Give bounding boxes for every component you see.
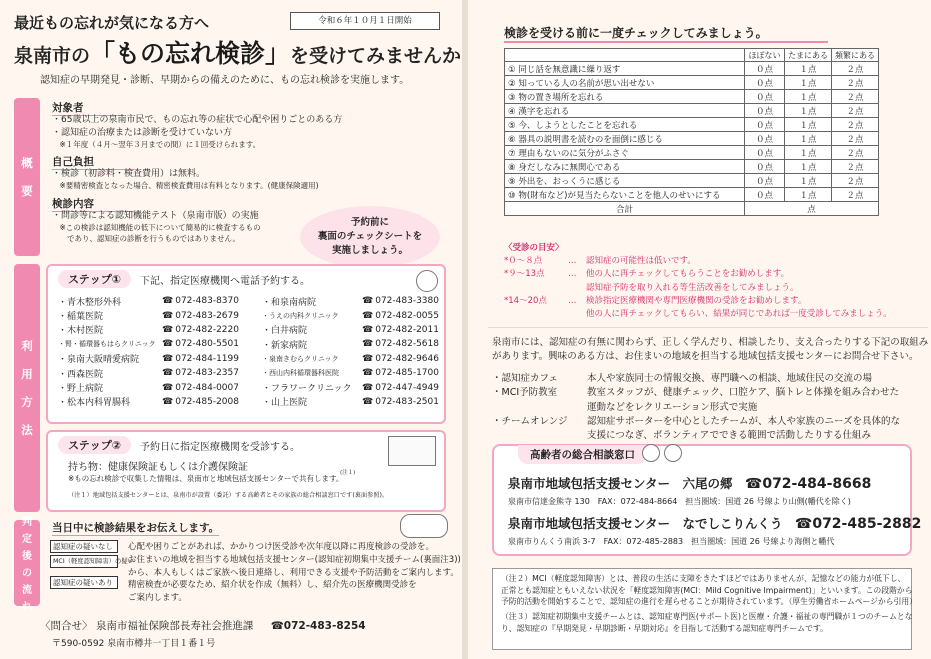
result-label-mci: MCI（軽度認知障害）の疑い — [50, 555, 118, 568]
footnotes — [492, 568, 917, 650]
phone-icon: ☎ — [162, 353, 174, 364]
guidance-heading: 〈受診の目安〉 — [504, 243, 564, 253]
result-text-line: 精密検査が必要なため、紹介状を作成（無料）し、紹介先の医療機関受診を — [128, 580, 417, 591]
clinic-row — [58, 366, 443, 380]
center1 — [508, 474, 871, 492]
checklist-row — [505, 188, 879, 202]
program-name: ・MCI予防教室 — [492, 387, 558, 399]
contact-line — [40, 618, 366, 633]
clinic-phone-number: 072-483-2357 — [175, 368, 239, 379]
score-cell[interactable]: １点 — [785, 62, 832, 76]
center1-address: 泉南市信達金熊寺 130 FAX：072-484-8664 担当圏域：国道 26 号線より山側(幡代を除く) — [508, 497, 851, 506]
clinic-row — [58, 352, 443, 366]
checklist-row — [505, 132, 879, 146]
phone-icon: ☎ — [162, 339, 174, 350]
result-text-line: ご案内します。 — [128, 593, 187, 603]
guidance-arrow: … — [568, 269, 577, 280]
doctor-patient-illustration-icon — [400, 514, 448, 538]
checklist-row — [505, 104, 879, 118]
tab-char: 流 — [22, 585, 32, 596]
bubble-line: 予約前に — [350, 217, 389, 228]
clinic-phone[interactable] — [162, 294, 262, 308]
guidance-row — [504, 282, 892, 295]
guidance-text: 認知症予防を取り入れる等生活改善をしてみましょう。 — [586, 282, 799, 293]
phone-icon: ☎ — [162, 296, 174, 307]
checklist-row — [505, 174, 879, 188]
clinic-phone-number: 072-483-2679 — [175, 310, 239, 321]
clinic-name — [58, 366, 162, 380]
program-row — [492, 372, 900, 386]
clinic-name-text: ・青木整形外科 — [58, 297, 122, 308]
intro-text — [492, 336, 928, 365]
belongings: 持ち物：健康保険証もしくは介護保険証 — [68, 462, 248, 473]
guidance-range — [504, 308, 568, 321]
clinic-phone[interactable] — [362, 352, 443, 366]
clinic-phone[interactable] — [162, 337, 262, 351]
score-cell[interactable]: ０点 — [745, 118, 785, 132]
clinic-phone[interactable] — [362, 395, 443, 409]
score-cell[interactable]: ０点 — [745, 104, 785, 118]
clinic-phone-number: 072-482-5618 — [375, 339, 439, 350]
tab-char: 定 — [22, 534, 32, 545]
tab-char: の — [22, 568, 32, 579]
guidance-range: *９～13点 — [504, 269, 545, 280]
side-tab-overview — [14, 98, 40, 256]
clinic-phone-number: 072-482-9646 — [375, 353, 439, 364]
program-name: ・認知症カフェ — [492, 373, 559, 384]
clinic-phone-number: 072-482-2011 — [375, 324, 439, 335]
clinic-name — [58, 308, 162, 322]
result-text-line: 心配や困りごとがあれば、かかりつけ医受診や次年度以降に再度検診の受診を。 — [128, 542, 435, 552]
step2-label: ステップ② — [58, 436, 131, 454]
phone-icon: ☎ — [362, 382, 374, 393]
guidance-arrow — [568, 308, 586, 321]
target-line: ・認知症の治療または診断を受けていない方 — [52, 128, 233, 138]
after-heading: 当日中に検診結果をお伝えします。 — [52, 522, 220, 534]
phone-icon: ☎ — [362, 396, 374, 407]
clinic-phone[interactable] — [362, 308, 443, 322]
footnote-line: （注２）MCI（軽度認知障害）とは、普段の生活に支障をきたすほどではありませんが、記憶などの能力が低下し、 — [501, 574, 906, 583]
clinic-name — [58, 395, 162, 409]
result-text-line: お住まいの地域を担当する地域包括支援センター(認知症初期集中支援チーム(裏面注3)) — [128, 554, 461, 565]
title-part-3: を受けてみませんか — [290, 45, 462, 67]
guidance-text: 他の人に再チェックしてもらい、結果が同じであれば一度受診してみましょう。 — [586, 308, 892, 319]
guidance-row — [504, 295, 892, 308]
footnote-line: り、認知症の『早期発見・早期診断・早期対応』を目指して活動する認知症専門チームです。 — [501, 623, 828, 633]
score-cell[interactable]: ２点 — [832, 90, 879, 104]
guidance-text: 他の人に再チェックしてもらうことをお勧めします。 — [586, 269, 790, 280]
clinic-name-text: ・泉南大阪晴愛病院 — [58, 355, 140, 366]
program-row — [492, 401, 900, 415]
clinic-name — [262, 308, 362, 322]
header-lead: 最近もの忘れが気になる方へ — [14, 14, 210, 32]
result-explanations — [128, 541, 461, 605]
checklist-item: ⑩ 物(財布など)が見当たらないことを他人のせいにする — [505, 188, 745, 202]
phone-icon: ☎ — [162, 396, 174, 407]
score-cell[interactable]: １点 — [785, 118, 832, 132]
clinic-name-text: ・野上病院 — [58, 384, 104, 395]
checklist-item: ⑧ 身だしなみに無関心である — [505, 160, 745, 174]
score-cell[interactable]: ２点 — [832, 62, 879, 76]
score-cell[interactable]: １点 — [785, 188, 832, 202]
phone-icon: ☎ — [362, 353, 374, 364]
program-name — [492, 429, 587, 443]
clinic-name — [262, 380, 362, 394]
clinic-phone[interactable] — [362, 294, 443, 308]
program-list — [492, 372, 900, 443]
program-row — [492, 429, 900, 443]
clinic-name — [262, 352, 362, 366]
hospital-illustration-icon — [388, 436, 436, 466]
checklist-title: 検診を受ける前に一度チェックしてみましょう。 — [504, 24, 828, 43]
score-cell[interactable]: ２点 — [832, 188, 879, 202]
program-description: 支援につなぎ、ボランティアでできる範囲で活動したりする仕組み — [587, 430, 871, 441]
footnote-line: 正常とも認知症ともいえない状況を「軽度認知障害(MCI：Mild Cognitive Impairment)」といいます。この段階から — [501, 585, 913, 595]
center2-phone[interactable] — [795, 516, 922, 532]
clinic-name — [262, 395, 362, 409]
checklist-total-row — [505, 202, 879, 216]
clinic-name-text: ・和泉南病院 — [262, 297, 317, 308]
contact-address: 〒590-0592 泉南市樽井一丁目１番１号 — [52, 639, 216, 649]
title-part-1: 泉南市の — [14, 45, 91, 67]
intro-line: 泉南市には、認知症の有無に関わらず、正しく学んだり、相談したり、支え合ったりする下記の取組み — [492, 337, 929, 348]
clinic-phone-number: 072-484-0007 — [175, 382, 239, 393]
clinic-phone[interactable] — [162, 380, 262, 394]
self-checklist-table — [504, 48, 879, 216]
back-page — [468, 0, 931, 659]
phone-icon: ☎ — [162, 382, 174, 393]
phone-icon: ☎ — [362, 296, 374, 307]
clinic-phone-number: 072-483-2501 — [375, 396, 439, 407]
tab-char: 法 — [21, 423, 33, 437]
clinic-name — [262, 366, 362, 380]
score-cell[interactable]: １点 — [785, 160, 832, 174]
footnote-line: 予防的活動を開始することで、認知症の進行を遅らせることが期待されています。（厚生労働省ホームページから引用） — [501, 597, 917, 607]
intro-line: があります。興味のある方は、お住まいの地域を担当する地域包括支援センターにお問合せ下さい。 — [492, 351, 919, 363]
consultation-heading: 高齢者の総合相談窓口 — [518, 445, 647, 464]
tab-char: 利 — [21, 339, 33, 353]
center1-name: 泉南市地域包括支援センター 六尾の郷 — [508, 476, 733, 491]
program-row — [492, 386, 900, 400]
clinic-name-text: ・フラワークリニック — [262, 384, 352, 395]
guidance-text: 検診指定医療機関や専門医療機関の受診をお勧めします。 — [586, 295, 807, 306]
clinic-phone-number: 072-482-0055 — [375, 310, 439, 321]
score-cell[interactable]: １点 — [785, 146, 832, 160]
contact-phone-number: 072-483-8254 — [283, 620, 366, 632]
tab-char: 方 — [21, 395, 33, 409]
clinic-name — [262, 294, 362, 308]
score-cell[interactable]: ０点 — [745, 188, 785, 202]
step1-description: 下記、指定医療機関へ電話予約する。 — [140, 276, 310, 287]
clinic-phone-number: 072-485-1700 — [375, 368, 439, 379]
content-heading: 検診内容 — [52, 196, 134, 212]
program-description: 教室スタッフが、健康チェック、口腔ケア、脳トレと体操を組み合わせた — [587, 387, 900, 399]
score-cell[interactable]: ２点 — [832, 104, 879, 118]
result-label-none: 認知症の疑いなし — [50, 540, 118, 553]
clinic-name — [58, 352, 162, 366]
clinic-row — [58, 380, 443, 394]
guidance-arrow — [568, 282, 586, 295]
step1-label: ステップ① — [58, 270, 131, 288]
bubble-line: 実施しましょう。 — [331, 244, 408, 256]
phone-icon: ☎ — [362, 339, 374, 350]
score-cell[interactable]: ０点 — [745, 90, 785, 104]
bubble-line: 裏面のチェックシートを — [317, 230, 423, 242]
note-mark: (注１) — [340, 470, 356, 476]
content-line: ・問診等による認知機能テスト（泉南市版）の実施 — [52, 211, 259, 221]
checklist-row — [505, 118, 879, 132]
checklist-row — [505, 146, 879, 160]
clinic-phone-number: 072-480-5501 — [175, 339, 239, 350]
checklist-row — [505, 76, 879, 90]
score-cell[interactable]: ２点 — [832, 132, 879, 146]
guidance-block — [504, 242, 892, 321]
cost-heading: 自己負担 — [52, 154, 134, 170]
tab-char: 概 — [21, 156, 33, 170]
clinic-name — [262, 323, 362, 337]
checklist-column-header: たまにある — [785, 49, 832, 62]
guidance-row — [504, 255, 892, 268]
clinic-name-text: ・西森医院 — [58, 369, 104, 380]
clinic-phone[interactable] — [362, 337, 443, 351]
clinic-name — [58, 337, 162, 351]
guidance-range: *０～８点 — [504, 256, 543, 267]
tab-char: 後 — [22, 551, 32, 562]
checklist-item: ⑨ 外出を、おっくうに感じる — [505, 174, 745, 188]
step2-description: 予約日に指定医療機関を受診する。 — [140, 442, 300, 453]
checklist-item: ④ 漢字を忘れる — [505, 104, 745, 118]
phone-icon: ☎ — [270, 620, 284, 632]
phone-icon: ☎ — [162, 310, 174, 321]
score-cell[interactable]: ２点 — [832, 174, 879, 188]
checklist-item: ② 知っている人の名前が思い出せない — [505, 76, 745, 90]
checklist-column-header: ほぼない — [745, 49, 785, 62]
clinic-name-text: ・泉南きむらクリニック — [262, 354, 339, 363]
checklist-item: ⑥ 器具の説明書を読むのを面倒に感じる — [505, 132, 745, 146]
phone-icon: ☎ — [362, 324, 374, 335]
score-cell[interactable]: ０点 — [745, 62, 785, 76]
page-title — [14, 34, 461, 70]
phone-icon: ☎ — [362, 310, 374, 321]
section-divider — [488, 327, 928, 328]
contact-label: 〈問合せ〉 泉南市福祉保険部長寿社会推進課 — [40, 620, 254, 632]
guidance-text: 認知症の可能性は低いです。 — [586, 256, 696, 267]
clinic-phone[interactable] — [362, 366, 443, 380]
clinic-name — [262, 337, 362, 351]
tab-char: 判 — [22, 517, 32, 528]
target-heading: 対象者 — [52, 100, 124, 116]
program-description: 認知症サポーターを中心としたチームが、本人や家族のニーズを具体的な — [587, 415, 901, 427]
side-tab-after — [14, 517, 40, 613]
score-cell[interactable]: ０点 — [745, 132, 785, 146]
target-line: ・65歳以上の泉南市民で、もの忘れ等の症状で心配や困りごとのある方 — [52, 115, 343, 125]
guidance-row — [504, 308, 892, 321]
tab-char: れ — [22, 602, 32, 613]
phone-icon: ☎ — [362, 368, 374, 379]
score-cell[interactable]: ０点 — [745, 76, 785, 90]
clinic-name — [58, 380, 162, 394]
contact-phone[interactable] — [271, 620, 366, 632]
clinic-phone-number: 072-484-1199 — [175, 353, 239, 364]
start-date-badge: 令和６年１０月１日開始 — [290, 12, 440, 30]
clinic-name-text: ・松本内科胃腸科 — [58, 398, 131, 409]
center-definition-note: （注１）地域包括支援センターとは、泉南市が設置（委託）する高齢者とその家族の総合相談窓口です(裏面参照)。 — [68, 492, 389, 499]
clinic-name-text: ・腎・循環器もはらクリニック — [58, 340, 156, 349]
score-cell[interactable]: １点 — [785, 174, 832, 188]
checklist-item: ⑦ 理由もないのに気分がふさぐ — [505, 146, 745, 160]
guidance-arrow: … — [568, 256, 577, 267]
clinic-name-text: ・山上医院 — [262, 398, 308, 409]
clinic-phone[interactable] — [162, 366, 262, 380]
tab-char: 要 — [21, 184, 33, 198]
result-text-line: から、本人もしくはご家族へ後日連絡し、利用できる支援や予防活動をご案内します。 — [128, 567, 459, 578]
program-row — [492, 415, 900, 429]
clinic-name-text: ・木村医院 — [58, 326, 104, 337]
score-cell[interactable]: １点 — [785, 90, 832, 104]
guidance-arrow: … — [568, 295, 577, 306]
clinic-phone-number: 072-483-8370 — [175, 296, 239, 307]
clinic-phone[interactable] — [362, 380, 443, 394]
clinic-phone[interactable] — [162, 395, 262, 409]
tab-char: 用 — [21, 367, 33, 381]
step2-panel — [46, 430, 446, 512]
subtitle: 認知症の早期発見・診断、早期からの備えのために、もの忘れ検診を実施します。 — [40, 75, 410, 86]
guidance-range: *14～20点 — [504, 295, 547, 306]
center2-phone-number: 072-485-2882 — [812, 516, 922, 532]
clinic-table — [58, 294, 443, 409]
consultation-panel — [492, 444, 922, 556]
total-score-cell[interactable]: 点 — [745, 202, 879, 216]
center2-address: 泉南市りんくう南浜 3-7 FAX：072-485-2883 担当圏域：国道 26 号線より海側と幡代 — [508, 537, 835, 546]
score-cell[interactable]: １点 — [785, 76, 832, 90]
center2 — [508, 514, 921, 532]
score-cell[interactable]: １点 — [785, 132, 832, 146]
checklist-row — [505, 62, 879, 76]
score-cell[interactable]: ２点 — [832, 118, 879, 132]
clinic-row — [58, 308, 443, 322]
elderly-person-icon — [642, 444, 660, 462]
checklist-item: ⑤ 今、しようとしたことを忘れる — [505, 118, 745, 132]
front-page — [0, 0, 462, 659]
checklist-row — [505, 90, 879, 104]
score-cell[interactable]: ０点 — [745, 146, 785, 160]
clinic-name — [58, 294, 162, 308]
total-label: 合計 — [505, 202, 745, 216]
target-note: ※１年度（４月～翌年３月までの間）に１回受けられます。 — [52, 140, 261, 149]
side-tab-usage — [14, 264, 40, 512]
content-note: であり、認知症の診断を行うものではありません。 — [52, 234, 240, 243]
clinic-name-text: ・稲葉医院 — [58, 312, 104, 323]
clinic-phone[interactable] — [162, 323, 262, 337]
score-cell[interactable]: ２点 — [832, 146, 879, 160]
guidance-rows — [504, 255, 892, 321]
center2-name: 泉南市地域包括支援センター なでしこりんくう — [508, 516, 783, 531]
center1-phone[interactable] — [745, 476, 872, 492]
phone-icon: ☎ — [162, 324, 174, 335]
title-part-2: 「もの忘れ検診」 — [90, 39, 291, 68]
clinic-row — [58, 294, 443, 308]
score-cell[interactable]: １点 — [785, 104, 832, 118]
score-cell[interactable]: ２点 — [832, 160, 879, 174]
phone-icon: ☎ — [744, 476, 763, 492]
checklist-item: ① 同じ話を無意識に繰り返す — [505, 62, 745, 76]
center1-phone-number: 072-484-8668 — [762, 476, 872, 492]
phone-icon: ☎ — [162, 368, 174, 379]
checklist-item: ③ 物の置き場所を忘れる — [505, 90, 745, 104]
reminder-bubble — [300, 206, 440, 268]
checklist-header-row — [505, 49, 879, 62]
clinic-name — [58, 323, 162, 337]
score-cell[interactable]: ０点 — [745, 174, 785, 188]
clinic-name-text: ・新家病院 — [262, 340, 308, 351]
clinic-phone-number: 072-485-2008 — [175, 396, 239, 407]
elderly-person-icon — [664, 444, 682, 462]
score-cell[interactable]: ０点 — [745, 160, 785, 174]
score-cell[interactable]: ２点 — [832, 76, 879, 90]
cost-line: ・検診（初診料・検査費用）は無料。 — [52, 169, 206, 179]
guidance-range — [504, 282, 568, 295]
clinic-name-text: ・うえの内科クリニック — [262, 311, 339, 320]
program-description: 運動などをレクリエーション形式で実施 — [587, 401, 758, 413]
program-name — [492, 401, 587, 415]
clinic-phone-number: 072-483-3380 — [375, 296, 439, 307]
program-name: ・チームオレンジ — [492, 415, 568, 427]
phone-icon: ☎ — [794, 516, 813, 532]
content-note: ※この検診は認知機能の低下について簡易的に検査するもの — [52, 223, 261, 232]
checklist-row — [505, 160, 879, 174]
result-label-positive: 認知症の疑いあり — [50, 576, 118, 589]
clinic-phone-number: 072-482-2220 — [175, 324, 239, 335]
clinic-phone[interactable] — [162, 308, 262, 322]
header-cell-blank — [505, 49, 745, 62]
nurse-illustration-icon — [416, 270, 438, 292]
checklist-column-header: 頻繁にある — [832, 49, 879, 62]
program-description: 本人や家族同士の情報交換、専門職への相談、地域住民の交流の場 — [587, 373, 873, 384]
guidance-row — [504, 268, 892, 281]
cost-note: ※要精密検査となった場合、精密検査費用は有料となります。(健康保険適用) — [52, 181, 319, 190]
footnote-line: （注３）認知症初期集中支援チームとは、認知症専門医(サポート医)と医療・介護・福祉の専門職が１つのチームとな — [501, 612, 913, 622]
step1-panel — [46, 264, 446, 424]
clinic-row — [58, 323, 443, 337]
clinic-name-text: ・白井病院 — [262, 326, 308, 337]
clinic-phone[interactable] — [162, 352, 262, 366]
sharing-note: ※もの忘れ検診で収集した情報は、泉南市と地域包括支援センターで共有します。 — [68, 474, 344, 483]
clinic-row — [58, 395, 443, 409]
clinic-phone-number: 072-447-4949 — [375, 382, 439, 393]
clinic-name-text: ・西山内科循環器科医院 — [262, 369, 339, 378]
clinic-row — [58, 337, 443, 351]
clinic-phone[interactable] — [362, 323, 443, 337]
